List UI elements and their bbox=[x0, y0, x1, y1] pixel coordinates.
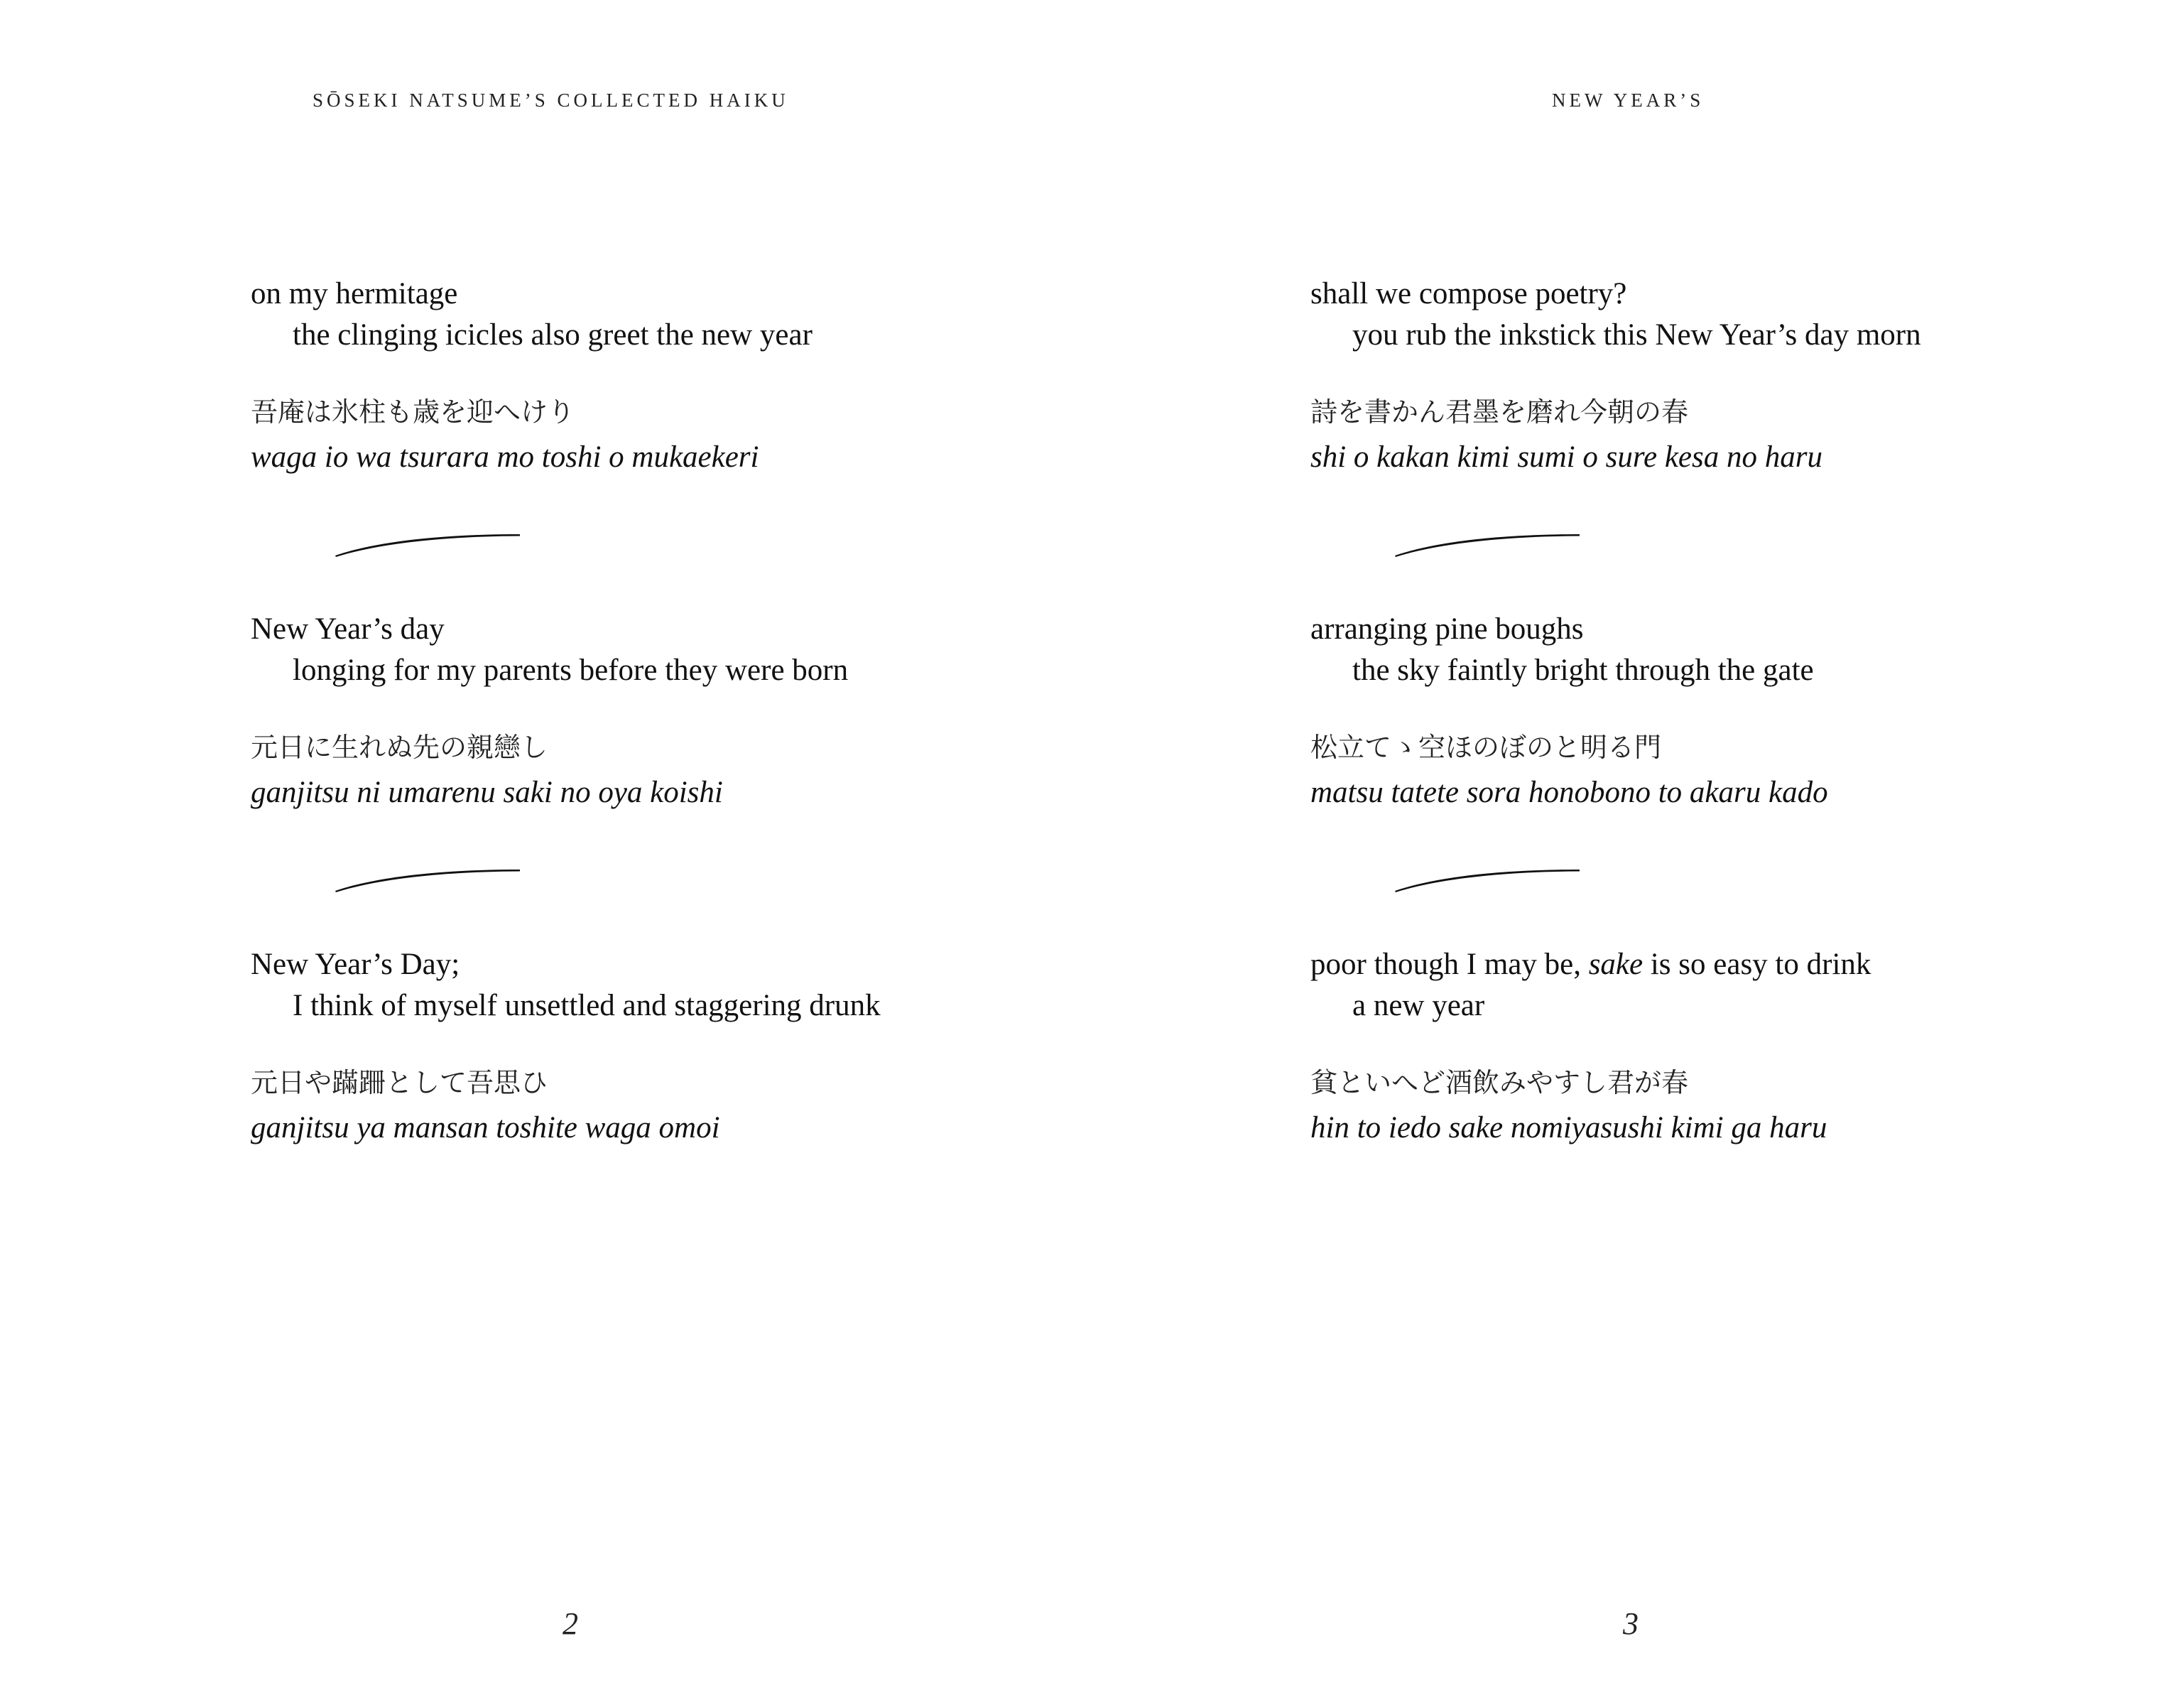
sake-italic: sake bbox=[1588, 948, 1644, 981]
haiku-line-1: New Year’s day bbox=[251, 612, 445, 646]
haiku-line-1: New Year’s Day; bbox=[251, 948, 460, 981]
haiku-line-2: the clinging icicles also greet the new year bbox=[293, 318, 813, 352]
haiku-line-2: a new year bbox=[1352, 989, 1485, 1022]
haiku bbox=[251, 274, 813, 478]
haiku-japanese: 元日や蹣跚として吾思ひ bbox=[251, 1067, 548, 1098]
haiku-romaji: waga io wa tsurara mo toshi o mukaekeri bbox=[251, 440, 759, 474]
running-head: NEW YEAR’S bbox=[1552, 90, 1705, 111]
haiku-romaji: shi o kakan kimi sumi o sure kesa no haru bbox=[1310, 440, 1822, 474]
haiku bbox=[251, 944, 881, 1149]
haiku bbox=[1310, 944, 1871, 1149]
haiku-line-1-text: poor though I may be, bbox=[1310, 948, 1589, 981]
haiku-romaji: ganjitsu ni umarenu saki no oya koishi bbox=[251, 776, 723, 809]
haiku-japanese: 元日に生れぬ先の親戀し bbox=[251, 732, 548, 763]
haiku-japanese: 詩を書かん君墨を磨れ今朝の春 bbox=[1310, 396, 1689, 428]
haiku-line-1 bbox=[1310, 944, 1871, 985]
brush-stroke-divider bbox=[334, 527, 526, 558]
brush-stroke-divider bbox=[1393, 862, 1585, 894]
page-number: 2 bbox=[563, 1606, 578, 1641]
haiku-line-2: you rub the inkstick this New Year’s day morn bbox=[1352, 318, 1921, 352]
haiku-line-2: longing for my parents before they were born bbox=[293, 654, 849, 687]
haiku bbox=[1310, 609, 1828, 813]
brush-stroke-divider bbox=[1393, 527, 1585, 558]
haiku-line-1: on my hermitage bbox=[251, 277, 458, 310]
haiku-line-2: I think of myself unsettled and staggering drunk bbox=[293, 989, 881, 1022]
running-head: SŌSEKI NATSUME’S COLLECTED HAIKU bbox=[313, 90, 789, 111]
haiku-romaji: hin to iedo sake nomiyasushi kimi ga haru bbox=[1310, 1111, 1827, 1144]
haiku-line-1-text: is so easy to drink bbox=[1643, 948, 1871, 981]
brush-stroke-divider bbox=[334, 862, 526, 894]
haiku bbox=[1310, 274, 1921, 478]
haiku-romaji: ganjitsu ya mansan toshite waga omoi bbox=[251, 1111, 720, 1144]
haiku-line-2: the sky faintly bright through the gate bbox=[1352, 654, 1814, 687]
right-page bbox=[1092, 0, 2184, 1705]
haiku-japanese: 松立てゝ空ほのぼのと明る門 bbox=[1310, 732, 1662, 763]
haiku-japanese: 貧といへど酒飲みやすし君が春 bbox=[1310, 1067, 1689, 1098]
haiku-line-1: arranging pine boughs bbox=[1310, 612, 1584, 646]
haiku-line-1: shall we compose poetry? bbox=[1310, 277, 1627, 310]
haiku-japanese: 吾庵は氷柱も歳を迎へけり bbox=[251, 396, 575, 428]
haiku-romaji: matsu tatete sora honobono to akaru kado bbox=[1310, 776, 1828, 809]
page-number: 3 bbox=[1623, 1606, 1639, 1641]
haiku bbox=[251, 609, 848, 813]
